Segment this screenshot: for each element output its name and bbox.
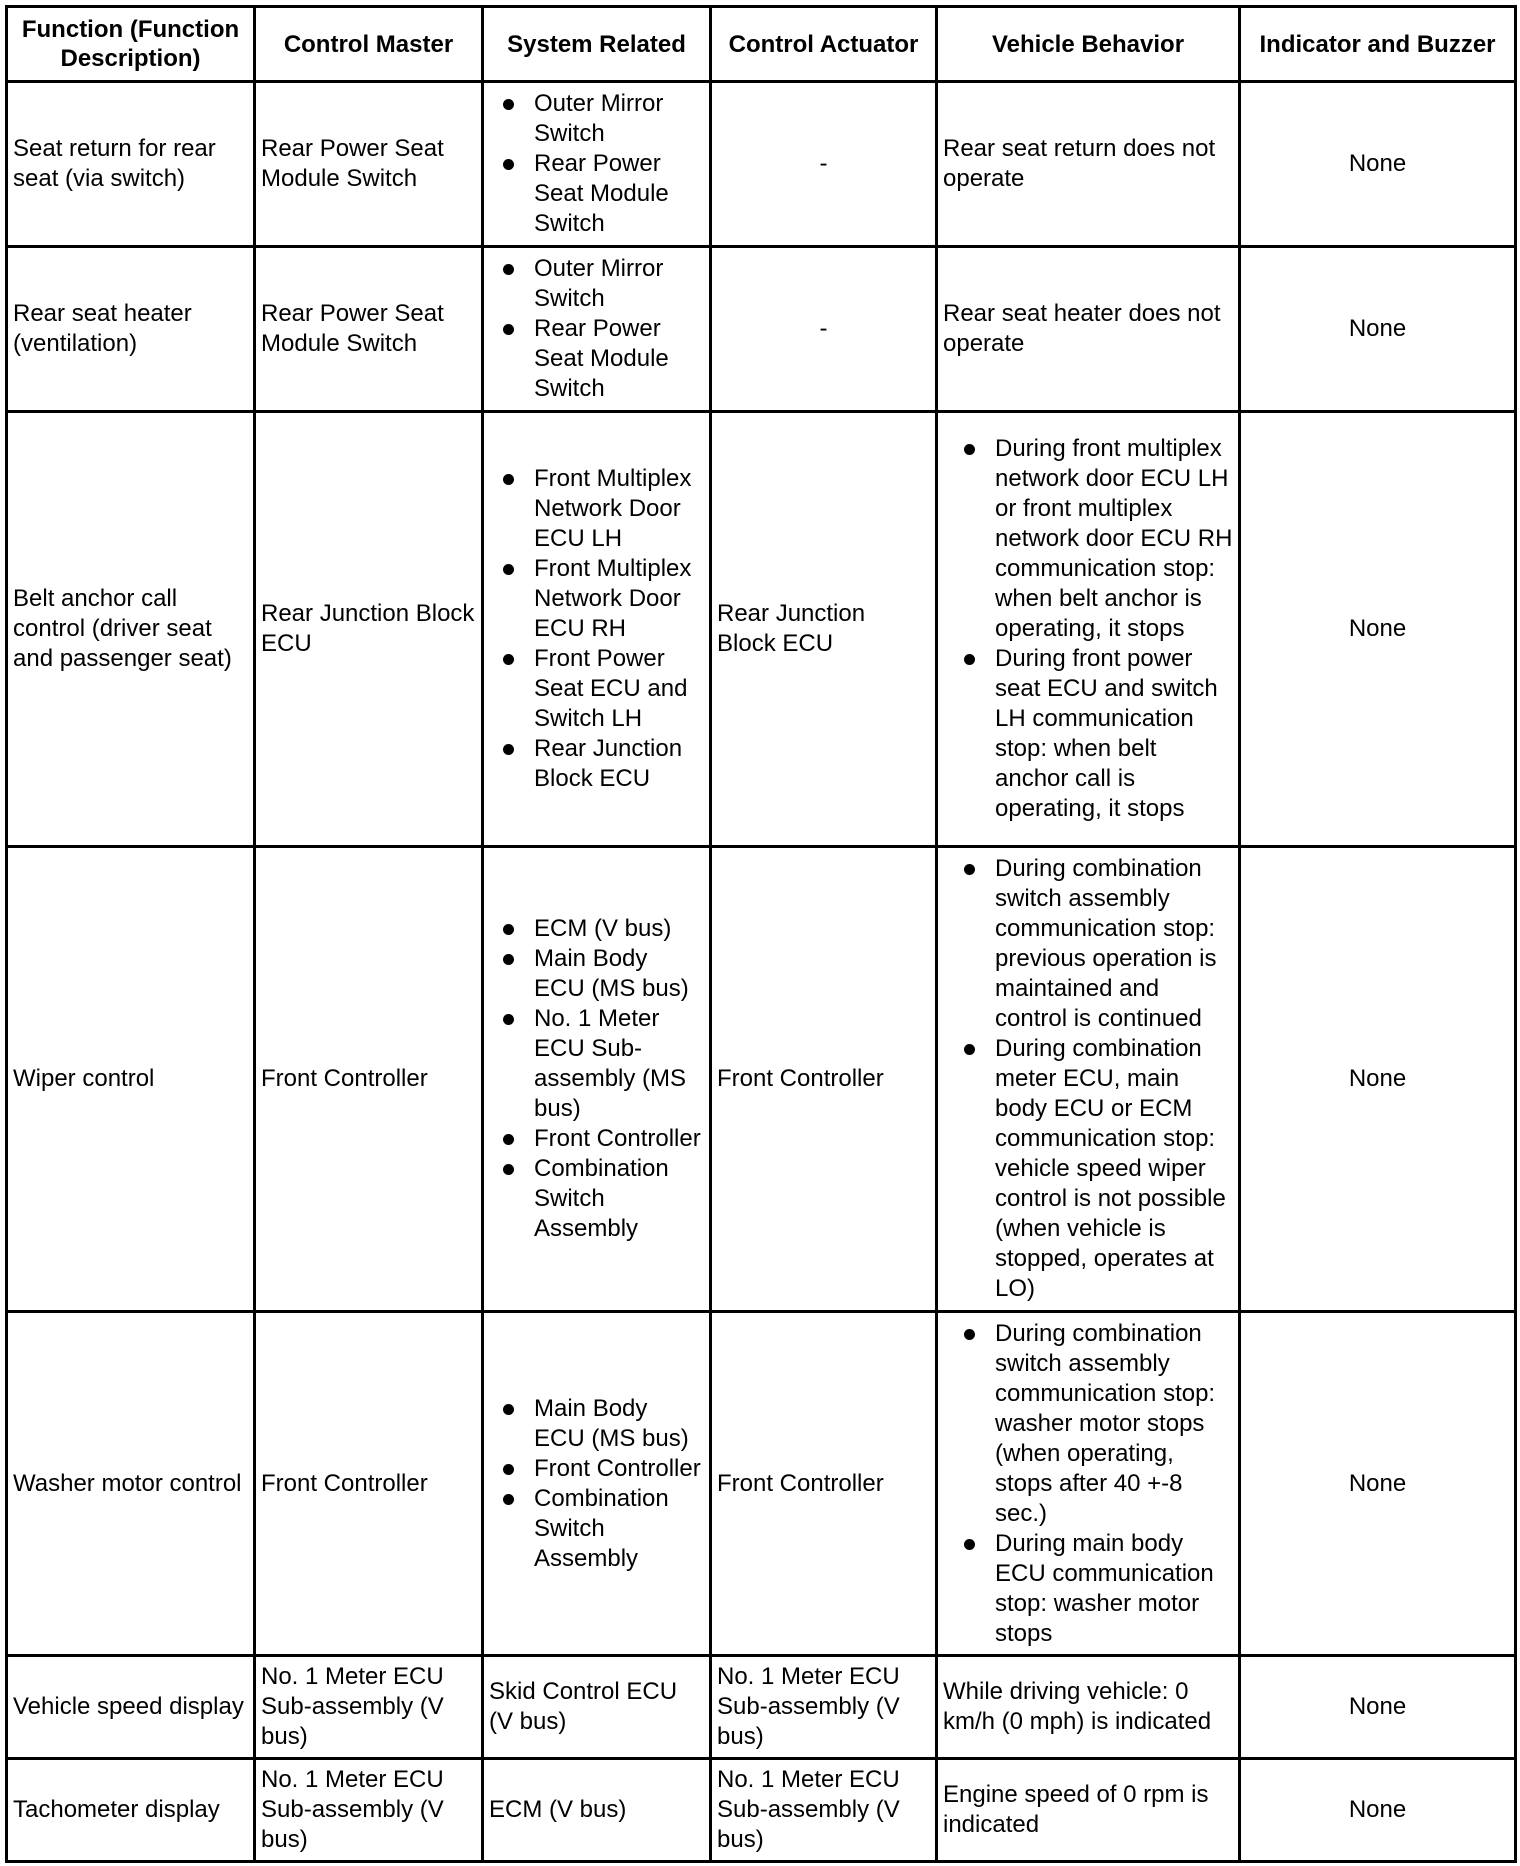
list-item: Front Multiplex Network Door ECU RH [489, 554, 704, 644]
list-item: Main Body ECU (MS bus) [489, 944, 704, 1004]
control-master-cell: Rear Power Seat Module Switch [255, 82, 483, 247]
vehicle-behavior-cell [937, 412, 1240, 847]
vehicle-behavior-cell: Rear seat heater does not operate [937, 247, 1240, 412]
bullet-icon [503, 159, 514, 170]
control-actuator-cell: No. 1 Meter ECU Sub-assembly (V bus) [711, 1656, 937, 1759]
list-item: During main body ECU communication stop: washer motor stops [943, 1529, 1233, 1649]
list-item: Rear Power Seat Module Switch [489, 149, 704, 239]
list-item: Front Power Seat ECU and Switch LH [489, 644, 704, 734]
bullet-icon [503, 264, 514, 275]
function-cell: Vehicle speed display [7, 1656, 255, 1759]
list-item: Combination Switch Assembly [489, 1484, 704, 1574]
bullet-icon [503, 654, 514, 665]
bullet-icon [503, 324, 514, 335]
bullet-icon [964, 444, 975, 455]
bullet-icon [964, 1539, 975, 1550]
control-master-cell: No. 1 Meter ECU Sub-assembly (V bus) [255, 1759, 483, 1862]
table-row [7, 1759, 1516, 1862]
indicator-cell: None [1240, 847, 1516, 1312]
bullet-icon [964, 864, 975, 875]
indicator-cell: None [1240, 1312, 1516, 1656]
table-row [7, 1312, 1516, 1656]
control-master-cell: No. 1 Meter ECU Sub-assembly (V bus) [255, 1656, 483, 1759]
bullet-icon [964, 654, 975, 665]
list-item: No. 1 Meter ECU Sub-assembly (MS bus) [489, 1004, 704, 1124]
control-master-cell: Rear Power Seat Module Switch [255, 247, 483, 412]
control-actuator-cell: No. 1 Meter ECU Sub-assembly (V bus) [711, 1759, 937, 1862]
list-item: Outer Mirror Switch [489, 254, 704, 314]
header-control-master: Control Master [255, 7, 483, 82]
control-actuator-cell: - [711, 247, 937, 412]
function-cell: Washer motor control [7, 1312, 255, 1656]
function-cell: Rear seat heater (ventilation) [7, 247, 255, 412]
vehicle-behavior-cell: Rear seat return does not operate [937, 82, 1240, 247]
bullet-icon [503, 1464, 514, 1475]
bullet-icon [503, 99, 514, 110]
header-indicator-buzzer: Indicator and Buzzer [1240, 7, 1516, 82]
vehicle-behavior-cell [937, 1312, 1240, 1656]
indicator-cell: None [1240, 1656, 1516, 1759]
bullet-icon [503, 1494, 514, 1505]
list-item: During combination switch assembly communication stop: washer motor stops (when operating, stops after 40 +-8 sec.) [943, 1319, 1233, 1529]
control-actuator-cell: Front Controller [711, 847, 937, 1312]
system-related-cell [483, 247, 711, 412]
control-actuator-cell: - [711, 82, 937, 247]
list-item: During front power seat ECU and switch LH communication stop: when belt anchor call is operating, it stops [943, 644, 1233, 824]
list-item: During combination switch assembly communication stop: previous operation is maintained and control is continued [943, 854, 1233, 1034]
indicator-cell: None [1240, 1759, 1516, 1862]
bullet-icon [503, 744, 514, 755]
bullet-icon [503, 954, 514, 965]
function-cell: Tachometer display [7, 1759, 255, 1862]
list-item: Rear Power Seat Module Switch [489, 314, 704, 404]
table-row [7, 82, 1516, 247]
header-vehicle-behavior: Vehicle Behavior [937, 7, 1240, 82]
list-item: Rear Junction Block ECU [489, 734, 704, 794]
control-master-cell: Front Controller [255, 1312, 483, 1656]
system-related-cell: Skid Control ECU (V bus) [483, 1656, 711, 1759]
table-row [7, 847, 1516, 1312]
list-item: Front Multiplex Network Door ECU LH [489, 464, 704, 554]
bullet-icon [503, 564, 514, 575]
table-row [7, 412, 1516, 847]
indicator-cell: None [1240, 82, 1516, 247]
system-related-cell [483, 82, 711, 247]
vehicle-behavior-cell [937, 847, 1240, 1312]
bullet-icon [503, 1164, 514, 1175]
control-actuator-cell: Rear Junction Block ECU [711, 412, 937, 847]
table-row [7, 247, 1516, 412]
table-row [7, 1656, 1516, 1759]
system-related-cell [483, 847, 711, 1312]
list-item: Front Controller [489, 1124, 704, 1154]
list-item: ECM (V bus) [489, 914, 704, 944]
control-actuator-cell: Front Controller [711, 1312, 937, 1656]
list-item: Combination Switch Assembly [489, 1154, 704, 1244]
function-table [5, 5, 1517, 1863]
vehicle-behavior-cell: While driving vehicle: 0 km/h (0 mph) is indicated [937, 1656, 1240, 1759]
list-item: Front Controller [489, 1454, 704, 1484]
bullet-icon [503, 1014, 514, 1025]
bullet-icon [503, 1134, 514, 1145]
list-item: Outer Mirror Switch [489, 89, 704, 149]
system-related-cell [483, 412, 711, 847]
function-cell: Belt anchor call control (driver seat and passenger seat) [7, 412, 255, 847]
header-control-actuator: Control Actuator [711, 7, 937, 82]
function-cell: Wiper control [7, 847, 255, 1312]
vehicle-behavior-cell: Engine speed of 0 rpm is indicated [937, 1759, 1240, 1862]
indicator-cell: None [1240, 412, 1516, 847]
indicator-cell: None [1240, 247, 1516, 412]
header-row [7, 7, 1516, 82]
bullet-icon [964, 1329, 975, 1340]
list-item: During combination meter ECU, main body ECU or ECM communication stop: vehicle speed wiper control is not possible (when vehicle is stopped, operates at LO) [943, 1034, 1233, 1304]
bullet-icon [503, 474, 514, 485]
control-master-cell: Rear Junction Block ECU [255, 412, 483, 847]
bullet-icon [503, 924, 514, 935]
function-cell: Seat return for rear seat (via switch) [7, 82, 255, 247]
list-item: During front multiplex network door ECU LH or front multiplex network door ECU RH communication stop: when belt anchor is operating, it stops [943, 434, 1233, 644]
list-item: Main Body ECU (MS bus) [489, 1394, 704, 1454]
header-system-related: System Related [483, 7, 711, 82]
bullet-icon [503, 1404, 514, 1415]
header-function: Function (Function Description) [7, 7, 255, 82]
control-master-cell: Front Controller [255, 847, 483, 1312]
system-related-cell [483, 1312, 711, 1656]
system-related-cell: ECM (V bus) [483, 1759, 711, 1862]
bullet-icon [964, 1044, 975, 1055]
